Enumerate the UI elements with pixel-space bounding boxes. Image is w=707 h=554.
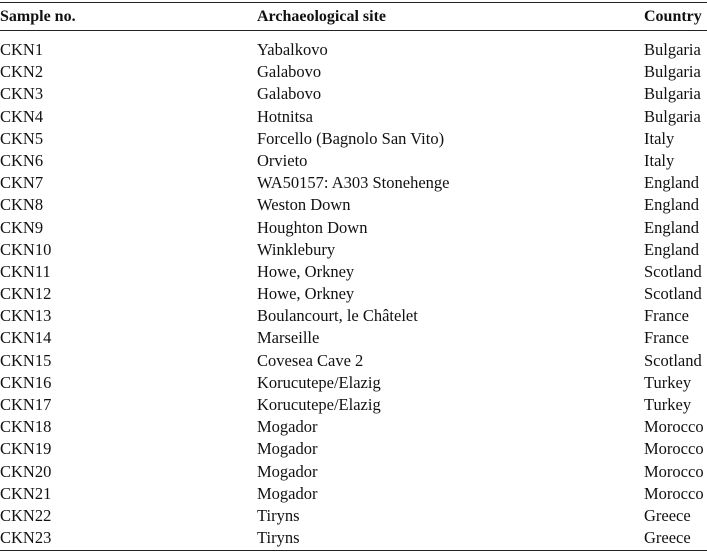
cell-archaeological-site: Korucutepe/Elazig (257, 372, 381, 392)
cell-archaeological-site: Forcello (Bagnolo San Vito) (257, 128, 445, 148)
table-row (0, 128, 707, 150)
cell-country: Greece (644, 528, 691, 548)
cell-sample-no: CKN16 (0, 372, 52, 392)
table-row (0, 83, 707, 105)
table-row (0, 416, 707, 438)
cell-country: France (644, 306, 689, 326)
cell-sample-no: CKN9 (0, 217, 44, 237)
cell-sample-no: CKN21 (0, 483, 52, 503)
table-row (0, 394, 707, 416)
cell-country: Bulgaria (644, 62, 701, 82)
table-body (0, 39, 707, 549)
cell-country: England (644, 239, 699, 259)
cell-archaeological-site: WA50157: A303 Stonehenge (257, 173, 450, 193)
table-row (0, 283, 707, 305)
cell-sample-no: CKN8 (0, 195, 44, 215)
cell-country: Scotland (644, 284, 702, 304)
table-row (0, 217, 707, 239)
table-top-rule (0, 2, 707, 3)
cell-archaeological-site: Howe, Orkney (257, 284, 355, 304)
cell-sample-no: CKN12 (0, 284, 52, 304)
cell-country: Bulgaria (644, 106, 701, 126)
cell-country: Italy (644, 128, 675, 148)
table-row (0, 305, 707, 327)
cell-archaeological-site: Howe, Orkney (257, 261, 355, 281)
table-row (0, 527, 707, 549)
table-row (0, 106, 707, 128)
cell-sample-no: CKN5 (0, 128, 44, 148)
table-row (0, 239, 707, 261)
cell-country: Turkey (644, 395, 692, 414)
cell-sample-no: CKN11 (0, 261, 51, 281)
cell-country: England (644, 173, 699, 193)
cell-country: Greece (644, 505, 691, 525)
table-row (0, 194, 707, 216)
cell-archaeological-site: Marseille (257, 328, 320, 348)
cell-archaeological-site: Houghton Down (257, 217, 368, 237)
table-row (0, 261, 707, 283)
cell-archaeological-site: Hotnitsa (257, 106, 313, 126)
cell-archaeological-site: Winklebury (257, 239, 336, 259)
cell-archaeological-site: Mogador (257, 439, 318, 459)
cell-sample-no: CKN4 (0, 106, 44, 126)
table-row (0, 461, 707, 483)
cell-sample-no: CKN18 (0, 417, 52, 437)
cell-country: Morocco (644, 461, 704, 481)
table-row (0, 505, 707, 527)
cell-country: England (644, 195, 699, 215)
cell-country: Turkey (644, 372, 692, 392)
header-sample-no: Sample no. (0, 8, 76, 25)
cell-sample-no: CKN22 (0, 505, 52, 525)
table-row (0, 150, 707, 172)
cell-sample-no: CKN15 (0, 350, 52, 370)
cell-archaeological-site: Orvieto (257, 150, 308, 170)
table-bottom-rule (0, 550, 707, 551)
table-row (0, 372, 707, 394)
cell-sample-no: CKN13 (0, 306, 52, 326)
cell-country: Scotland (644, 261, 702, 281)
table-row (0, 172, 707, 194)
cell-archaeological-site: Tiryns (257, 505, 300, 525)
table-header-rule (0, 30, 707, 31)
cell-archaeological-site: Boulancourt, le Châtelet (257, 306, 418, 326)
cell-archaeological-site: Mogador (257, 483, 318, 503)
header-country: Country (644, 8, 702, 25)
cell-archaeological-site: Tiryns (257, 528, 300, 548)
table-row (0, 327, 707, 349)
cell-sample-no: CKN3 (0, 84, 44, 104)
header-archaeological-site: Archaeological site (257, 8, 387, 25)
cell-archaeological-site: Korucutepe/Elazig (257, 395, 381, 414)
table-row (0, 39, 707, 61)
cell-sample-no: CKN7 (0, 173, 44, 193)
cell-country: Morocco (644, 417, 704, 437)
cell-sample-no: CKN2 (0, 62, 44, 82)
cell-archaeological-site: Yabalkovo (257, 40, 328, 59)
cell-sample-no: CKN14 (0, 328, 52, 348)
cell-country: Italy (644, 150, 675, 170)
cell-country: Bulgaria (644, 40, 701, 59)
cell-country: Morocco (644, 439, 704, 459)
table-row (0, 483, 707, 505)
cell-country: England (644, 217, 699, 237)
table-row (0, 350, 707, 372)
cell-sample-no: CKN1 (0, 40, 44, 59)
cell-archaeological-site: Covesea Cave 2 (257, 350, 364, 370)
cell-archaeological-site: Mogador (257, 417, 318, 437)
cell-country: Morocco (644, 483, 704, 503)
cell-archaeological-site: Galabovo (257, 62, 322, 82)
cell-archaeological-site: Galabovo (257, 84, 322, 104)
cell-sample-no: CKN20 (0, 461, 52, 481)
cell-archaeological-site: Mogador (257, 461, 318, 481)
cell-sample-no: CKN19 (0, 439, 52, 459)
cell-country: Scotland (644, 350, 702, 370)
cell-archaeological-site: Weston Down (257, 195, 351, 215)
table-row (0, 438, 707, 460)
cell-sample-no: CKN10 (0, 239, 52, 259)
cell-country: Bulgaria (644, 84, 701, 104)
cell-sample-no: CKN6 (0, 150, 44, 170)
cell-country: France (644, 328, 689, 348)
table-row (0, 61, 707, 83)
cell-sample-no: CKN23 (0, 528, 52, 548)
table-header-row (0, 6, 707, 28)
cell-sample-no: CKN17 (0, 395, 52, 414)
